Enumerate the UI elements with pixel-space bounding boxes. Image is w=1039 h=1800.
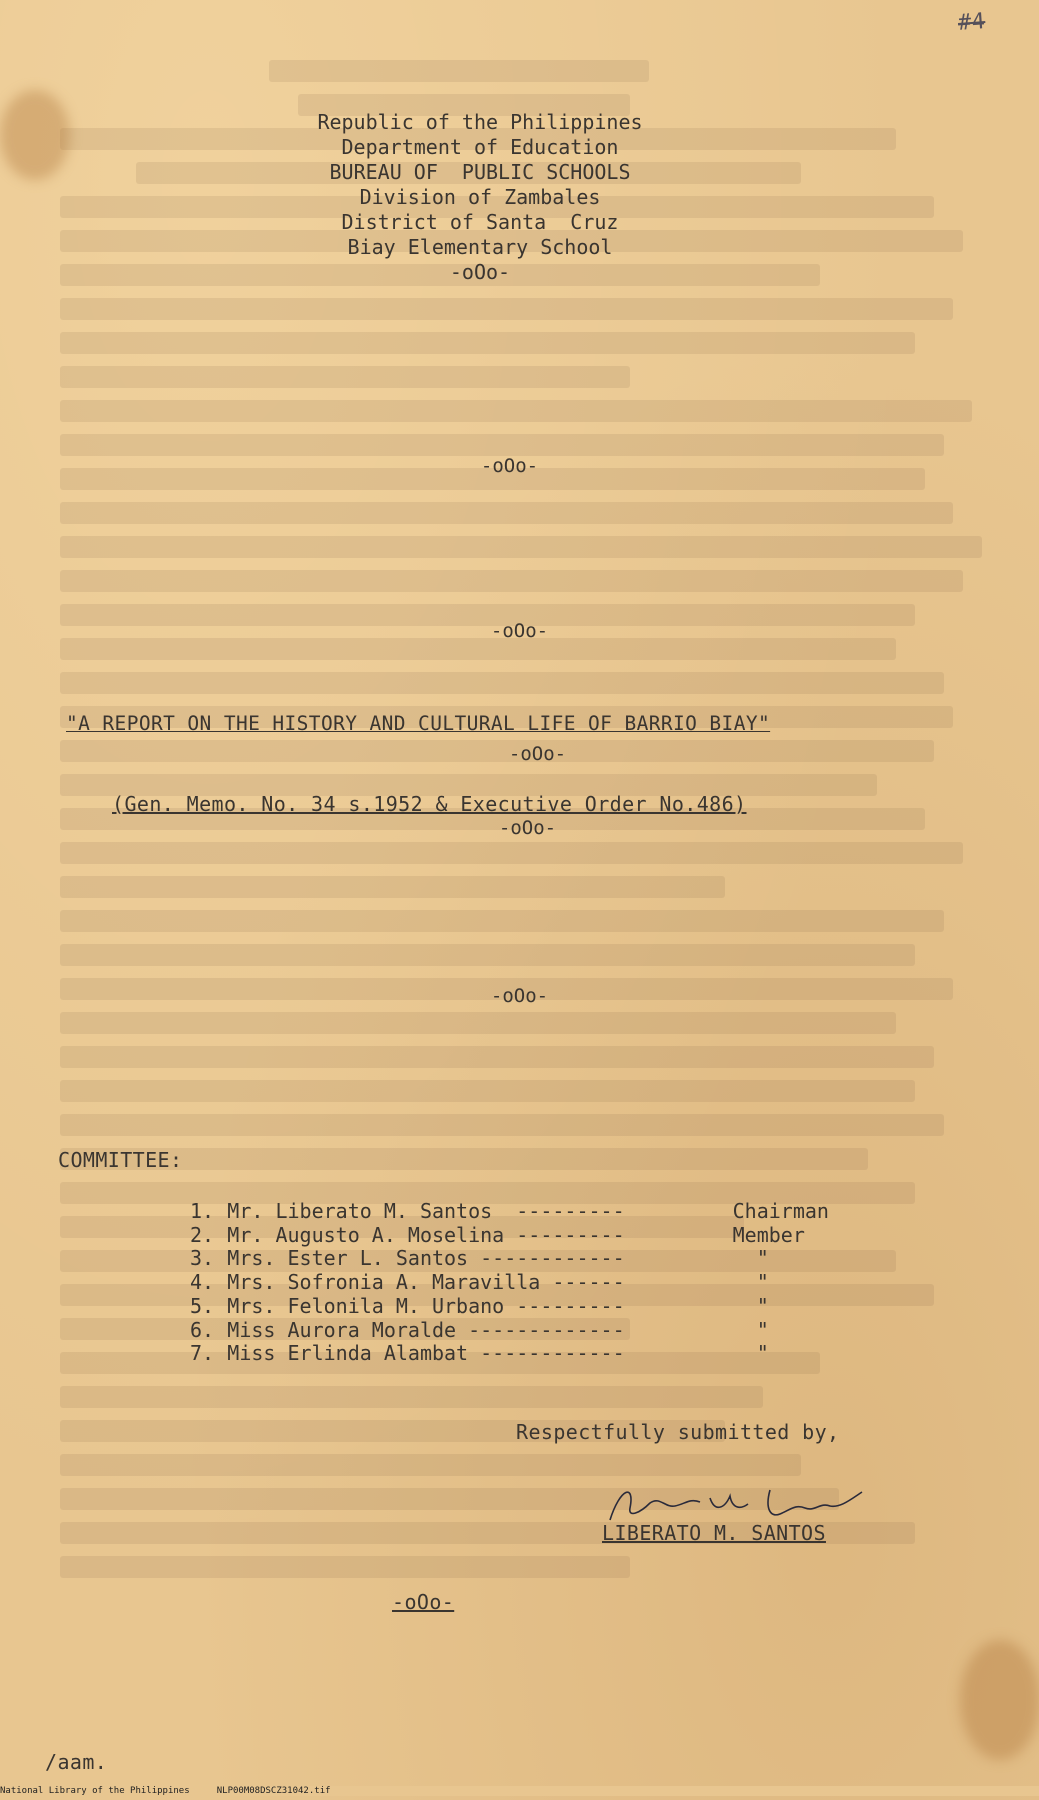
letterhead [230,110,730,285]
committee-label: COMMITTEE: [58,1148,183,1172]
list-item [190,1200,870,1224]
item-number: 7. [190,1341,215,1366]
closing-text: Respectfully submitted by, [516,1420,840,1444]
archive-footer: National Library of the Philippines NLP00M08DSCZ31042.tif [0,1786,1039,1796]
item-number: 2. [190,1222,215,1247]
letterhead-line: BUREAU OF PUBLIC SCHOOLS [329,160,631,184]
member-name: Miss Aurora Moralde ------------- [227,1317,625,1342]
member-name: Mrs. Ester L. Santos ------------ [227,1246,625,1271]
member-role: " [732,1293,769,1318]
letterhead-line: District of Santa Cruz [341,210,619,234]
letterhead-separator: -oOo- [449,260,511,284]
item-number: 6. [190,1317,215,1342]
separator: -oOo- [490,620,549,642]
corner-stamp: #4 [957,9,987,36]
end-mark: -oOo- [392,1590,455,1614]
member-name: Mr. Liberato M. Santos --------- [227,1199,625,1223]
item-number: 1. [190,1199,215,1223]
member-name: Mrs. Sofronia A. Maravilla ------ [227,1270,625,1295]
letterhead-line: Department of Education [341,135,619,159]
list-item [190,1247,870,1271]
typist-initials: /aam. [45,1750,108,1774]
signatory-name: LIBERATO M. SANTOS [602,1521,826,1545]
list-item [190,1295,870,1319]
paper-stain [960,1640,1039,1760]
item-number: 3. [190,1246,215,1271]
report-reference: (Gen. Memo. No. 34 s.1952 & Executive Order No.486) [112,792,747,816]
member-name: Mr. Augusto A. Moselina --------- [227,1222,625,1247]
member-role: " [732,1270,769,1295]
member-role: " [732,1341,769,1366]
separator: -oOo- [480,455,539,477]
separator: -oOo- [498,817,557,839]
item-number: 5. [190,1293,215,1318]
paper-stain [0,90,70,180]
item-number: 4. [190,1270,215,1295]
committee-list [190,1200,870,1366]
member-role: Member [732,1222,805,1247]
letterhead-line: Biay Elementary School [347,235,613,259]
member-role: Chairman [732,1199,829,1223]
list-item [190,1271,870,1295]
list-item [190,1342,870,1366]
member-name: Mrs. Felonila M. Urbano --------- [227,1293,625,1318]
separator: -oOo- [508,743,567,765]
report-title: "A REPORT ON THE HISTORY AND CULTURAL LIFE OF BARRIO BIAY" [66,712,771,735]
member-role: " [732,1246,769,1271]
letterhead-line: Division of Zambales [359,185,601,209]
separator: -oOo- [490,985,549,1007]
member-role: " [732,1317,769,1342]
list-item [190,1224,870,1248]
letterhead-line: Republic of the Philippines [317,110,643,134]
list-item [190,1319,870,1343]
member-name: Miss Erlinda Alambat ------------ [227,1341,625,1366]
